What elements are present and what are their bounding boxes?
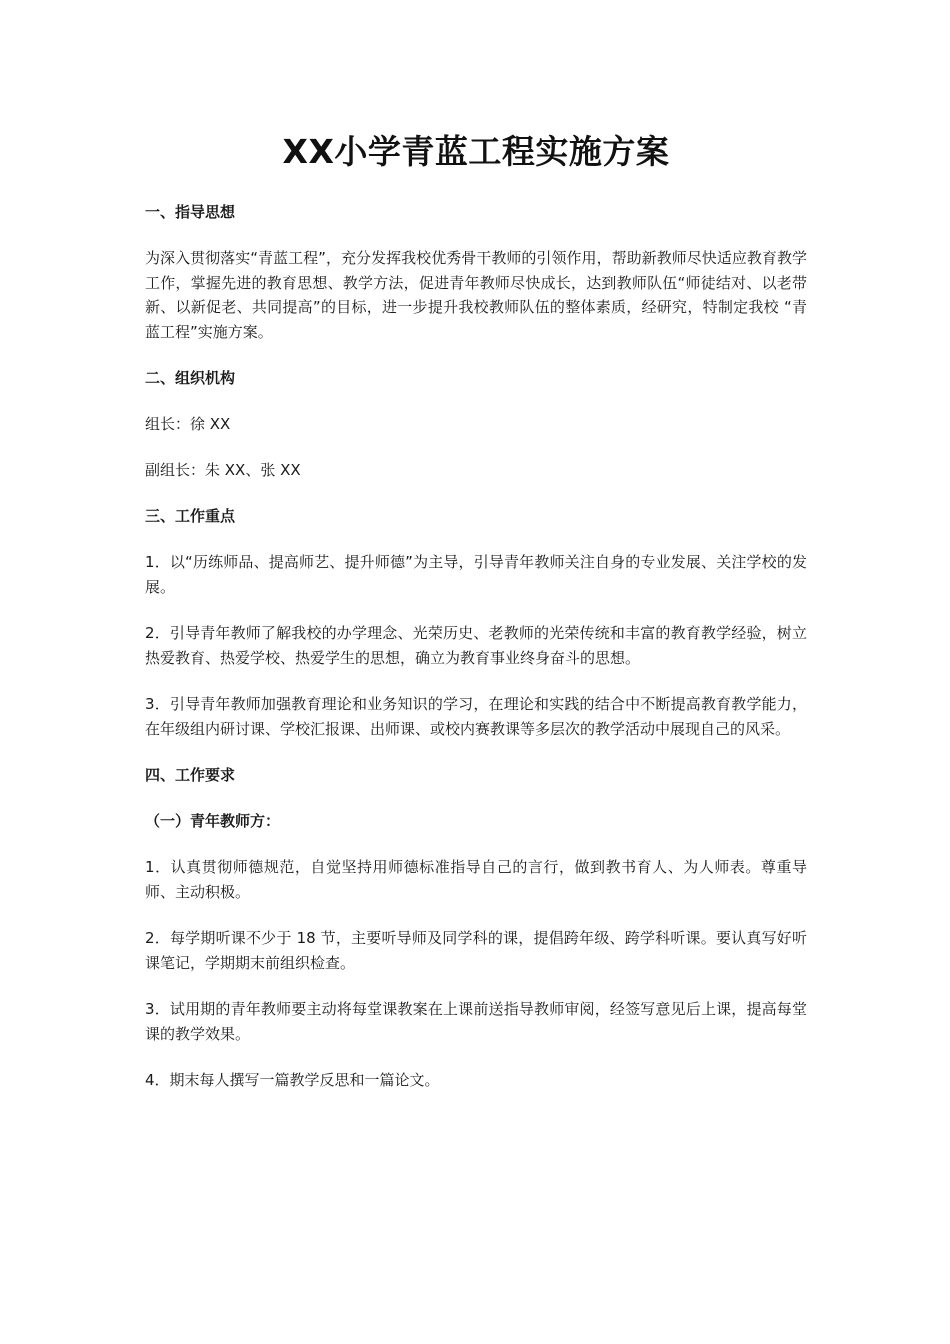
section-heading-organization: 二、组织机构 [145, 369, 236, 387]
section-heading-work-focus: 三、工作重点 [145, 507, 236, 525]
requirement-item: 2．每学期听课不少于 18 节，主要听导师及同学科的课，提倡跨年级、跨学科听课。要认真写好听课笔记，学期期末前组织检查。 [145, 929, 807, 972]
team-leader-line: 组长：徐 XX [145, 415, 231, 433]
deputy-leader-line: 副组长：朱 XX、张 XX [145, 461, 301, 479]
requirement-item: 1．认真贯彻师德规范，自觉坚持用师德标准指导自己的言行，做到教书育人、为人师表。尊重导师、主动积极。 [145, 858, 807, 901]
subsection-heading-young-teachers: （一）青年教师方： [145, 812, 281, 830]
section-paragraph-guiding-ideology: 为深入贯彻落实“青蓝工程”，充分发挥我校优秀骨干教师的引领作用，帮助新教师尽快适应教育教学工作，掌握先进的教育思想、教学方法，促进青年教师尽快成长，达到教师队伍“师徒结对、以老带新、以新促老、共同提高”的目标，进一步提升我校教师队伍的整体素质，经研究，特制定我校 “青蓝工程”实施方案。 [145, 249, 807, 341]
work-focus-item: 3．引导青年教师加强教育理论和业务知识的学习，在理论和实践的结合中不断提高教育教学能力，在年级组内研讨课、学校汇报课、出师课、或校内赛教课等多层次的教学活动中展现自己的风采。 [145, 695, 807, 738]
work-focus-item: 1．以“历练师品、提高师艺、提升师德”为主导，引导青年教师关注自身的专业发展、关注学校的发展。 [145, 553, 807, 596]
document-title: XX小学青蓝工程实施方案 [282, 132, 670, 171]
work-focus-item: 2．引导青年教师了解我校的办学理念、光荣历史、老教师的光荣传统和丰富的教育教学经验，树立热爱教育、热爱学校、热爱学生的思想，确立为教育事业终身奋斗的思想。 [145, 624, 807, 667]
requirement-item: 4．期末每人撰写一篇教学反思和一篇论文。 [145, 1071, 440, 1089]
section-heading-guiding-ideology: 一、指导思想 [145, 203, 236, 221]
section-heading-work-requirements: 四、工作要求 [145, 766, 236, 784]
document-body [145, 128, 807, 1115]
requirement-item: 3．试用期的青年教师要主动将每堂课教案在上课前送指导教师审阅，经签写意见后上课，提高每堂课的教学效果。 [145, 1000, 807, 1043]
